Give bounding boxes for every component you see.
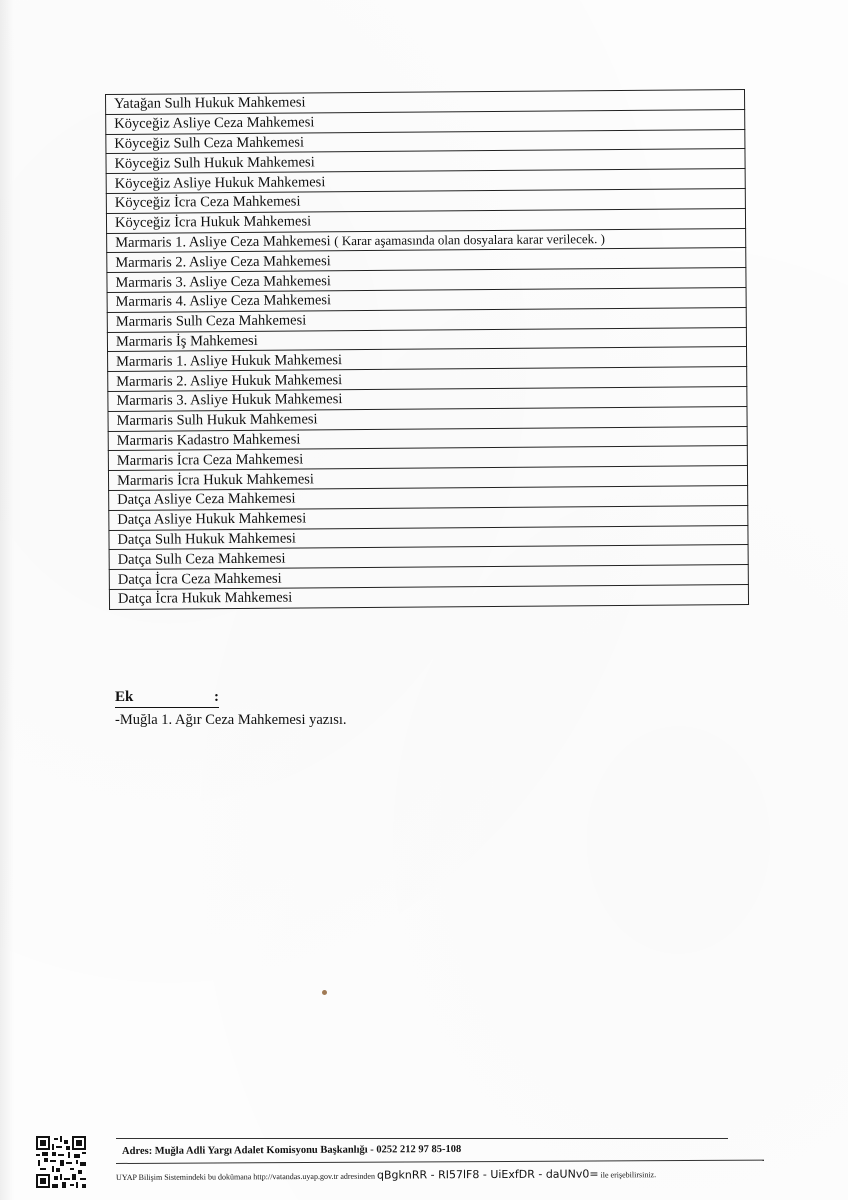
court-name: Datça Sulh Ceza Mahkemesi	[117, 550, 286, 568]
court-name: Marmaris İş Mahkemesi	[115, 332, 258, 350]
court-name: Köyceğiz Sulh Ceza Mahkemesi	[114, 134, 305, 152]
court-name: Marmaris Sulh Hukuk Mahkemesi	[116, 411, 318, 430]
footer-divider-bottom	[116, 1160, 764, 1164]
scan-speck	[322, 990, 327, 995]
footer-address: Adres: Muğla Adli Yargı Adalet Komisyonu Başkanlığı - 0252 212 97 85-108	[122, 1143, 462, 1157]
attachments-heading-colon: :	[214, 689, 219, 705]
court-name: Marmaris Kadastro Mahkemesi	[116, 431, 301, 449]
court-name: Marmaris 2. Asliye Ceza Mahkemesi	[115, 252, 331, 271]
qr-code-icon	[36, 1136, 86, 1188]
court-name: Marmaris Sulh Ceza Mahkemesi	[115, 312, 307, 331]
court-row	[109, 584, 748, 609]
court-name: Datça Asliye Hukuk Mahkemesi	[117, 510, 307, 529]
court-name: Köyceğiz Sulh Hukuk Mahkemesi	[114, 154, 315, 172]
court-cell	[109, 584, 748, 609]
court-name: Datça İcra Ceza Mahkemesi	[117, 570, 282, 588]
court-name: Marmaris İcra Hukuk Mahkemesi	[116, 470, 314, 489]
verification-prefix: UYAP Bilişim Sistemindeki bu dokümana http://vatandas.uyap.gov.tr adresinden	[116, 1171, 375, 1182]
court-name: Marmaris İcra Ceza Mahkemesi	[116, 451, 304, 469]
court-name: Marmaris 3. Asliye Ceza Mahkemesi	[115, 272, 331, 291]
attachment-item: -Muğla 1. Ağır Ceza Mahkemesi yazısı.	[115, 712, 347, 728]
attachments-heading	[115, 689, 219, 708]
court-name: Yatağan Sulh Hukuk Mahkemesi	[114, 94, 306, 113]
court-name: Datça İcra Hukuk Mahkemesi	[117, 589, 293, 608]
court-name: Marmaris 1. Asliye Ceza Mahkemesi	[115, 233, 331, 251]
court-name: Marmaris 4. Asliye Ceza Mahkemesi	[115, 292, 332, 311]
court-name: Marmaris 2. Asliye Hukuk Mahkemesi	[116, 371, 343, 390]
court-note: ( Karar aşamasında olan dosyalara karar verilecek. )	[334, 231, 605, 249]
court-name: Datça Asliye Ceza Mahkemesi	[117, 490, 296, 509]
court-list-table	[105, 89, 749, 610]
verification-code: qBgknRR - RI57lF8 - UiExfDR - daUNv0=	[376, 1167, 599, 1182]
court-name: Köyceğiz Asliye Hukuk Mahkemesi	[114, 173, 326, 192]
attachments-heading-label: Ek	[115, 689, 134, 705]
court-name: Datça Sulh Hukuk Mahkemesi	[117, 530, 296, 548]
court-name: Köyceğiz İcra Ceza Mahkemesi	[114, 193, 301, 212]
footer-divider-top	[116, 1138, 728, 1139]
footer-verification	[116, 1167, 656, 1183]
scan-edge-shadow	[0, 0, 14, 1200]
verification-suffix: ile erişebilirsiniz.	[600, 1170, 657, 1180]
court-name: Marmaris 3. Asliye Hukuk Mahkemesi	[116, 391, 343, 410]
court-name: Köyceğiz İcra Hukuk Mahkemesi	[114, 213, 312, 232]
attachments-section	[115, 688, 347, 729]
court-name: Köyceğiz Asliye Ceza Mahkemesi	[114, 114, 315, 133]
court-name: Marmaris 1. Asliye Hukuk Mahkemesi	[116, 351, 343, 370]
